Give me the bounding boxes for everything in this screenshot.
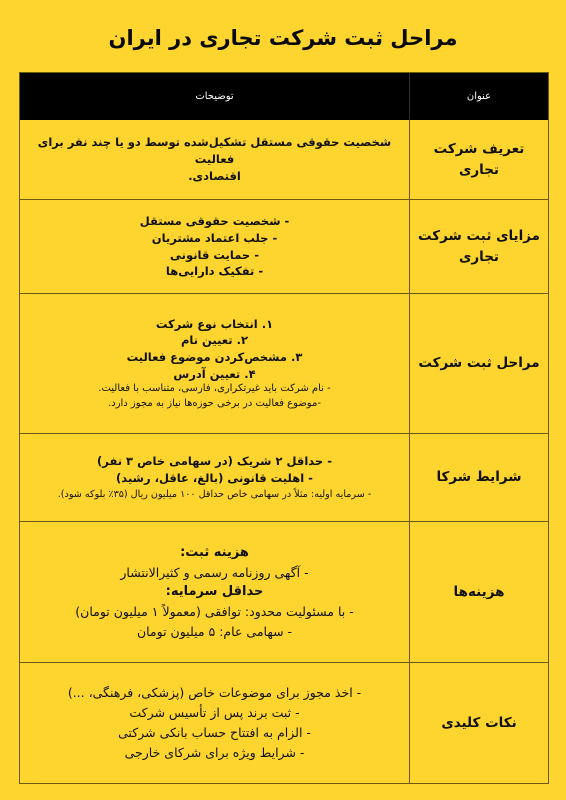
desc-line: - آگهی روزنامه رسمی و کثیرالانتشار	[120, 564, 309, 580]
desc-line: - شرایط ویژه برای شرکای خارجی	[124, 745, 305, 760]
info-table	[19, 72, 549, 784]
desc-line: - تفکیک دارایی‌ها	[165, 264, 264, 279]
row-title-key-points: نکات کلیدی	[409, 663, 548, 783]
desc-line: - سهامی عام: ۵ میلیون تومان	[136, 623, 293, 639]
desc-line: - با مسئولیت محدود: توافقی (معمولاً ۱ میلیون تومان)	[75, 604, 354, 620]
row-desc-steps	[20, 294, 409, 434]
row-title-benefits: مزایای ثبت شرکت تجاری	[409, 200, 548, 294]
desc-line: - شخصیت حقوقی مستقل	[139, 214, 290, 229]
desc-line: شخصیت حقوقی مستقل تشکیل‌شده توسط دو یا چند نفر برای فعالیت	[37, 134, 392, 166]
row-desc-partners	[20, 434, 409, 522]
desc-line: - حمایت قانونی	[170, 247, 259, 262]
desc-line: ۲. تعیین نام	[180, 333, 249, 348]
row-desc-costs	[20, 522, 409, 663]
desc-line: - ثبت برند پس از تأسیس شرکت	[129, 705, 300, 720]
desc-line: - نام شرکت باید غیرتکراری، فارسی، متناسب با فعالیت.	[98, 383, 331, 395]
desc-line: - سرمایه اولیه: مثلاً در سهامی خاص حداقل ۱۰۰ میلیون ریال (۳۵٪ بلوکه شود).	[57, 488, 372, 500]
desc-line: ۴. تعیین آدرس	[173, 366, 256, 381]
desc-line: - اهلیت قانونی (بالغ، عاقل، رشید)	[116, 471, 313, 486]
desc-line: ۱. انتخاب نوع شرکت	[155, 316, 274, 331]
page-title: مراحل ثبت شرکت تجاری در ایران	[108, 26, 458, 50]
desc-line: - حداقل ۲ شریک (در سهامی خاص ۳ نفر)	[97, 454, 332, 469]
row-title-partners: شرایط شرکا	[409, 434, 548, 522]
desc-line: - الزام به افتتاح حساب بانکی شرکتی	[118, 725, 311, 740]
row-title-steps: مراحل ثبت شرکت	[409, 294, 548, 434]
desc-line: - جلب اعتماد مشتریان	[151, 230, 278, 245]
header-desc-col: توضیحات	[20, 73, 409, 120]
desc-line: هزینه ثبت:	[180, 544, 249, 560]
row-title-costs: هزینه‌ها	[409, 522, 548, 663]
row-desc-key-points	[20, 663, 409, 783]
desc-line: ۳. مشخص‌کردن موضوع فعالیت	[126, 350, 303, 364]
row-title-definition: تعریف شرکت تجاری	[409, 120, 548, 200]
desc-line: حداقل سرمایه:	[165, 584, 264, 600]
row-desc-benefits	[20, 200, 409, 294]
desc-line: اقتصادی.	[188, 169, 241, 184]
desc-line: - اخذ مجوز برای موضوعات خاص (پزشکی، فرهنگی، ...)	[67, 685, 362, 700]
row-desc-definition	[20, 120, 409, 200]
desc-line: -موضوع فعالیت در برخی حوزه‌ها نیاز به مجوز دارد.	[108, 397, 321, 409]
header-title-col: عنوان	[409, 73, 548, 120]
